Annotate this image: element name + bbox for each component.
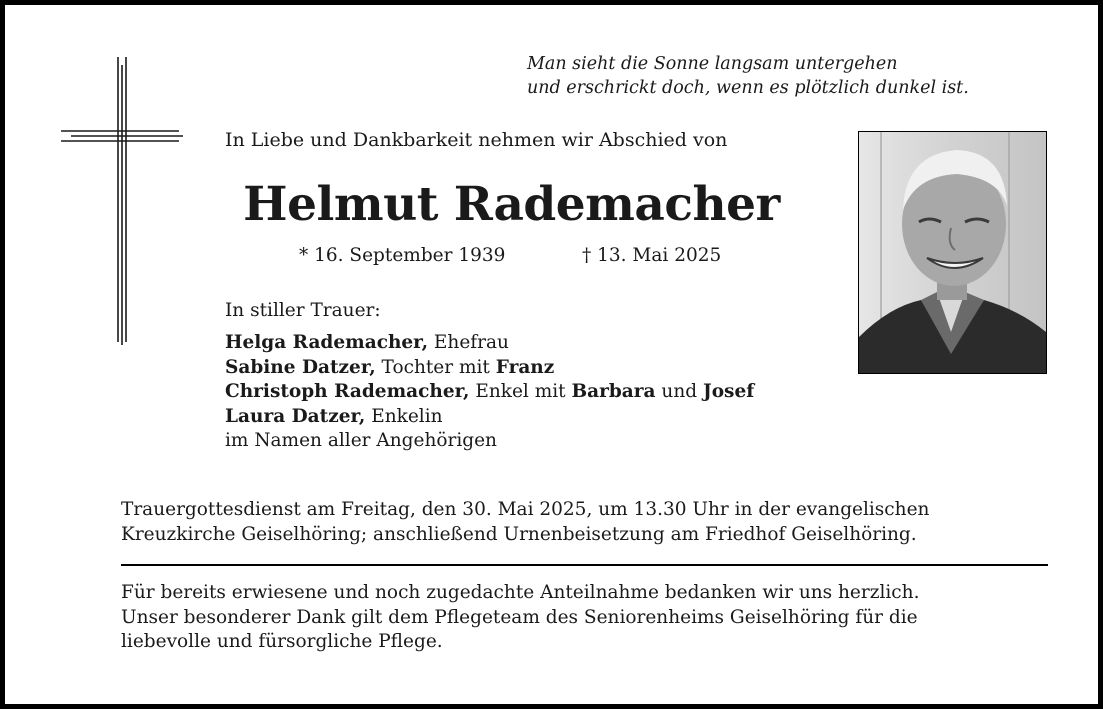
- quote-line-2: und erschrickt doch, wenn es plötzlich dunkel ist.: [527, 78, 969, 98]
- service-line-1: Trauergottesdienst am Freitag, den 30. Mai 2025, um 13.30 Uhr in der evangelischen: [121, 499, 930, 520]
- mourner-line: [225, 380, 754, 405]
- thanks-line-3: liebevolle und fürsorgliche Pflege.: [121, 631, 443, 652]
- quote-line-1: Man sieht die Sonne langsam untergehen: [527, 54, 898, 74]
- deceased-name: Helmut Rademacher: [243, 177, 780, 232]
- epigraph-quote: [527, 52, 969, 100]
- mourner-relation: und: [655, 381, 703, 402]
- thanks-text: [121, 581, 1051, 655]
- mourner-name: Barbara: [571, 381, 656, 402]
- mourner-name: Laura Datzer,: [225, 405, 366, 427]
- mourner-line: [225, 405, 754, 430]
- mourning-heading: In stiller Trauer:: [225, 300, 381, 321]
- cross-icon: [61, 57, 183, 345]
- mourner-relation: Ehefrau: [428, 332, 509, 353]
- mourner-name: Franz: [495, 356, 555, 378]
- thanks-line-2: Unser besonderer Dank gilt dem Pflegeteam des Seniorenheims Geiselhöring für die: [121, 606, 918, 628]
- portrait-image: [859, 132, 1046, 373]
- mourner-line: [225, 429, 754, 454]
- divider: [121, 564, 1048, 566]
- mourner-line: [225, 331, 754, 356]
- mourner-relation: Enkelin: [365, 405, 443, 427]
- mourner-relation: Enkel mit: [469, 381, 572, 402]
- birth-date: * 16. September 1939: [299, 245, 506, 266]
- mourners-list: [225, 331, 754, 454]
- mourner-name: Josef: [702, 381, 755, 402]
- mourner-relation: Tochter mit: [375, 356, 496, 378]
- mourner-name: Christoph Rademacher,: [225, 381, 470, 402]
- mourner-relation: im Namen aller Angehörigen: [225, 430, 497, 451]
- death-date: † 13. Mai 2025: [582, 245, 722, 266]
- mourner-line: [225, 356, 754, 381]
- funeral-service-info: [121, 497, 1051, 547]
- mourner-name: Sabine Datzer,: [225, 356, 376, 378]
- portrait-photo: [858, 131, 1047, 374]
- mourner-name: Helga Rademacher,: [225, 332, 429, 353]
- thanks-line-1: Für bereits erwiesene und noch zugedachte Anteilnahme bedanken wir uns herzlich.: [121, 582, 920, 603]
- farewell-intro: In Liebe und Dankbarkeit nehmen wir Abschied von: [225, 129, 728, 151]
- service-line-2: Kreuzkirche Geiselhöring; anschließend Urnenbeisetzung am Friedhof Geiselhöring.: [121, 524, 917, 545]
